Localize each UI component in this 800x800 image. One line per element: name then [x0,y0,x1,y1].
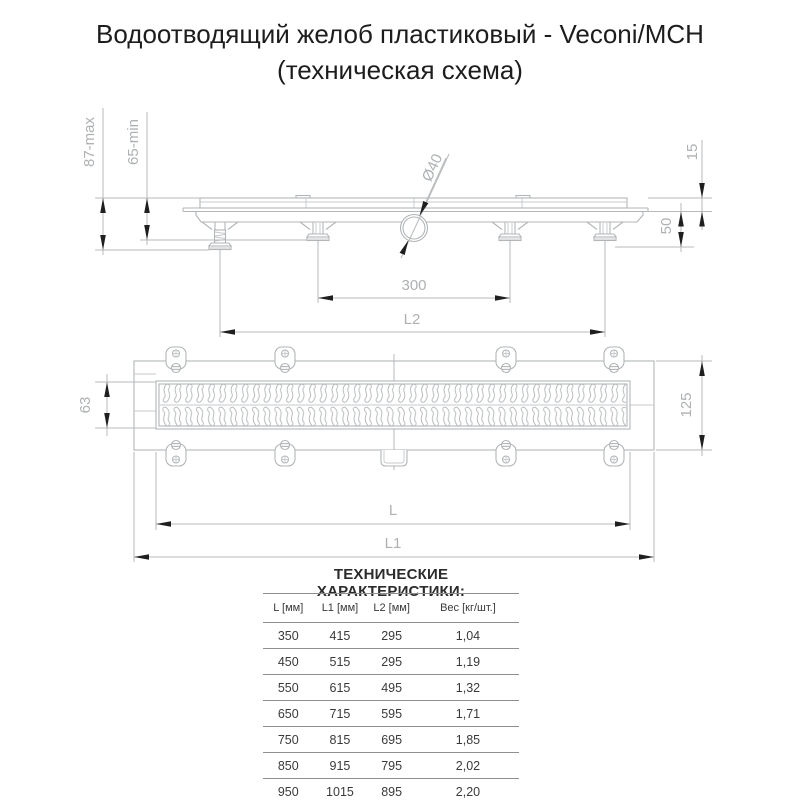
cell-l2: 495 [366,675,417,701]
mounting-tab [166,347,186,373]
mounting-tab [604,441,624,467]
outlet-notch [381,450,407,466]
cell-l: 750 [263,727,314,753]
mounting-tab [275,441,295,467]
dim-outlet-diameter: Ø40 [418,151,447,185]
mounting-tab [166,441,186,467]
cell-weight: 1,04 [417,623,519,649]
dim-outlet-spacing: 300 [401,277,427,294]
spec-row [263,701,519,727]
cell-l2: 795 [366,753,417,779]
cell-l2: 295 [366,649,417,675]
cell-l2: 295 [366,623,417,649]
specs-heading: ТЕХНИЧЕСКИЕ ХАРАКТЕРИСТИКИ: [316,566,466,600]
spec-row [263,753,519,779]
mounting-tab [604,347,624,373]
dim-body-width: 125 [678,392,695,418]
dim-body-height: 50 [658,217,675,235]
dim-grate-width: 63 [77,396,94,414]
col-header-l2: L2 [мм] [366,594,417,623]
cell-l: 550 [263,675,314,701]
specs-header-row [263,594,519,623]
cell-weight: 1,32 [417,675,519,701]
cell-weight: 1,71 [417,701,519,727]
cell-l1: 415 [314,623,367,649]
cell-l2: 595 [366,701,417,727]
cell-l: 850 [263,753,314,779]
col-header-l1: L1 [мм] [314,594,367,623]
cell-l2: 695 [366,727,417,753]
spec-row [263,649,519,675]
cell-weight: 1,85 [417,727,519,753]
cell-l1: 515 [314,649,367,675]
drain-outlet [401,215,428,242]
cell-weight: 2,02 [417,753,519,779]
cell-l1: 915 [314,753,367,779]
dim-height-min: 65-min [125,119,142,165]
cell-l: 450 [263,649,314,675]
spec-row [263,779,519,800]
title-line-2: (техническая схема) [277,55,523,85]
spec-row [263,727,519,753]
top-view [77,347,712,562]
dim-length-l1: L1 [384,535,402,552]
cell-l: 650 [263,701,314,727]
dim-length-l: L [388,502,398,519]
col-header-weight: Вес [кг/шт.] [417,594,519,623]
mounting-tab [275,347,295,373]
mounting-tab [496,441,516,467]
specs-table [263,593,519,800]
cell-l1: 815 [314,727,367,753]
mounting-tab [496,347,516,373]
spec-row [263,623,519,649]
cell-l: 950 [263,779,314,800]
title-line-1: Водоотводящий желоб пластиковый - Veconi/MCH [96,19,704,49]
grate [156,381,630,429]
support-foot [492,222,528,241]
dim-length-l2: L2 [403,311,421,328]
cell-l2: 895 [366,779,417,800]
cell-weight: 2,20 [417,779,519,800]
cell-weight: 1,19 [417,649,519,675]
dim-rim-height: 15 [684,143,701,161]
side-view [81,108,712,337]
adjustable-foot [202,222,238,250]
spec-row [263,675,519,701]
support-foot [300,222,336,241]
cell-l1: 615 [314,675,367,701]
support-foot [587,222,623,241]
dim-height-max: 87-max [81,116,98,168]
cell-l1: 715 [314,701,367,727]
col-header-l: L [мм] [263,594,314,623]
cell-l: 350 [263,623,314,649]
cell-l1: 1015 [314,779,367,800]
